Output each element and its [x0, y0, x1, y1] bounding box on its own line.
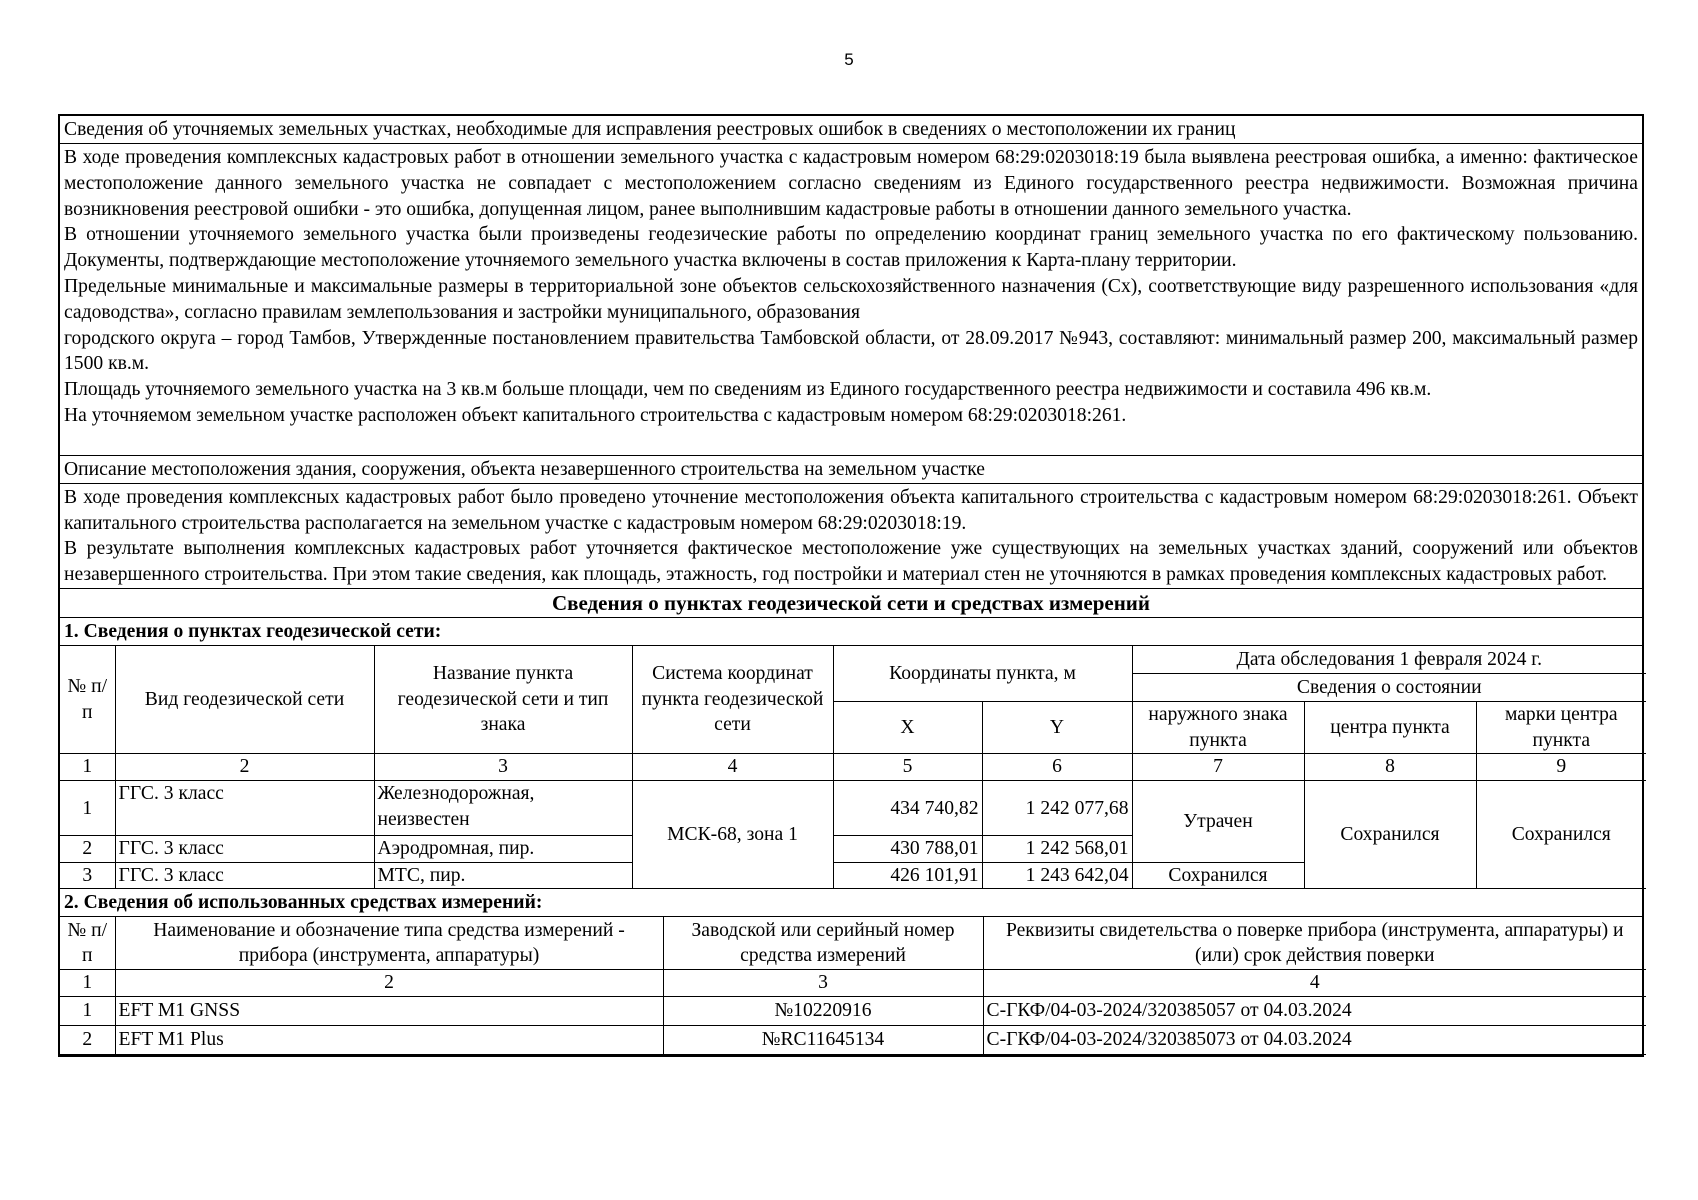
column-number: 4	[632, 754, 833, 781]
table-row	[60, 781, 1646, 836]
certificate: С-ГКФ/04-03-2024/320385057 от 04.03.2024	[983, 996, 1646, 1025]
coord-x: 426 101,91	[833, 862, 982, 889]
section1-paragraph: В отношении уточняемого земельного участка были произведены геодезические работы по определению координат границ земельного участка по его фактическому пользованию. Документы, подтверждающие местоположение уточняемого земельного участка включены в состав приложения к Карта-плану территории.	[64, 224, 1638, 272]
column-number: 3	[663, 969, 983, 996]
network-type: ГГС. 3 класс	[115, 836, 374, 863]
section1-paragraph: Площадь уточняемого земельного участка на 3 кв.м больше площади, чем по сведениям из Единого государственного реестра недвижимости и составила 496 кв.м.	[64, 379, 1432, 401]
outer-sign-state: Сохранился	[1132, 862, 1304, 889]
header-x: X	[833, 702, 982, 754]
section1-title: Сведения об уточняемых земельных участках, необходимые для исправления реестровых ошибок в сведениях о местоположении их границ	[60, 116, 1642, 144]
certificate: С-ГКФ/04-03-2024/320385073 от 04.03.2024	[983, 1025, 1646, 1054]
column-number: 1	[60, 754, 115, 781]
section2-title: Описание местоположения здания, сооружения, объекта незавершенного строительства на земельном участке	[60, 456, 1642, 484]
column-number: 7	[1132, 754, 1304, 781]
network-type: ГГС. 3 класс	[115, 862, 374, 889]
row-num: 1	[60, 781, 115, 836]
column-number: 2	[115, 969, 663, 996]
point-name: Железнодорожная, неизвестен	[374, 781, 632, 836]
section2-body	[60, 484, 1642, 589]
document-frame	[58, 114, 1644, 1057]
network-type: ГГС. 3 класс	[115, 781, 374, 836]
center-state: Сохранился	[1304, 781, 1476, 889]
section1-paragraph: На уточняемом земельном участке расположен объект капитального строительства с кадастровым номером 68:29:0203018:261.	[64, 404, 1127, 426]
table-row	[60, 1025, 1646, 1054]
column-number: 2	[115, 754, 374, 781]
header-num: № п/п	[60, 917, 115, 969]
section1-paragraph: городского округа – город Тамбов, Утвержденные постановлением правительства Тамбовской области, от 28.09.2017 №943, составляют: минимальный размер 200, максимальный размер 1500 кв.м.	[64, 327, 1638, 375]
column-number: 6	[982, 754, 1132, 781]
coord-y: 1 243 642,04	[982, 862, 1132, 889]
column-number: 4	[983, 969, 1646, 996]
header-point-name: Название пункта геодезической сети и тип знака	[374, 646, 632, 754]
header-state: Сведения о состоянии	[1132, 674, 1646, 702]
instrument-name: EFT M1 Plus	[115, 1025, 663, 1054]
serial-number: №10220916	[663, 996, 983, 1025]
column-number: 8	[1304, 754, 1476, 781]
instruments-table	[60, 917, 1646, 1055]
row-num: 2	[60, 836, 115, 863]
outer-sign-state: Утрачен	[1132, 781, 1304, 863]
column-number: 3	[374, 754, 632, 781]
row-num: 3	[60, 862, 115, 889]
header-center-mark: марки центра пункта	[1476, 702, 1646, 754]
header-center: центра пункта	[1304, 702, 1476, 754]
geo-subsection-title: 1. Сведения о пунктах геодезической сети:	[60, 618, 1642, 646]
coord-y: 1 242 077,68	[982, 781, 1132, 836]
header-coordinates: Координаты пункта, м	[833, 646, 1132, 702]
section2-paragraph: В ходе проведения комплексных кадастровых работ было проведено уточнение местоположения объекта капитального строительства с кадастровым номером 68:29:0203018:261. Объект капитального строительства располагается на земельном участке с кадастровым номером 68:29:0203018:19.	[64, 486, 1638, 534]
column-number: 9	[1476, 754, 1646, 781]
header-serial-number: Заводской или серийный номер средства измерений	[663, 917, 983, 969]
geodetic-points-table	[60, 646, 1646, 890]
page-number: 5	[844, 50, 854, 69]
coord-y: 1 242 568,01	[982, 836, 1132, 863]
header-certificate: Реквизиты свидетельства о поверке прибора (инструмента, аппаратуры) и (или) срок действия поверки	[983, 917, 1646, 969]
coord-x: 434 740,82	[833, 781, 982, 836]
section2-paragraph: В результате выполнения комплексных кадастровых работ уточняется фактическое местоположение уже существующих на земельных участках зданий, сооружений или объектов незавершенного строительства. При этом такие сведения, как площадь, этажность, год постройки и материал стен не уточняются в рамках проведения комплексных кадастровых работ.	[64, 538, 1638, 586]
row-num: 1	[60, 996, 115, 1025]
coord-system: МСК-68, зона 1	[632, 781, 833, 889]
geo-section-title: Сведения о пунктах геодезической сети и средствах измерений	[60, 589, 1642, 618]
point-name: МТС, пир.	[374, 862, 632, 889]
header-survey-date: Дата обследования 1 февраля 2024 г.	[1132, 646, 1646, 674]
table-row	[60, 996, 1646, 1025]
coord-x: 430 788,01	[833, 836, 982, 863]
column-number: 5	[833, 754, 982, 781]
column-number: 1	[60, 969, 115, 996]
header-network-type: Вид геодезической сети	[115, 646, 374, 754]
instruments-subsection-title: 2. Сведения об использованных средствах измерений:	[60, 889, 1642, 917]
section1-body	[60, 144, 1642, 456]
section1-paragraph: В ходе проведения комплексных кадастровых работ в отношении земельного участка с кадастровым номером 68:29:0203018:19 была выявлена реестровая ошибка, а именно: фактическое местоположение данного земельного участка не совпадает с местоположением согласно сведениям из Единого государственного реестра недвижимости. Возможная причина возникновения реестровой ошибки - это ошибка, допущенная лицом, ранее выполнившим кадастровые работы в отношении данного земельного участка.	[64, 147, 1638, 220]
section1-paragraph: Предельные минимальные и максимальные размеры в территориальной зоне объектов сельскохозяйственного назначения (Сх), соответствующие виду разрешенного использования «для садоводства», согласно правилам землепользования и застройки муниципального, образования	[64, 275, 1638, 323]
center-mark-state: Сохранился	[1476, 781, 1646, 889]
header-outer-sign: наружного знака пункта	[1132, 702, 1304, 754]
header-coord-system: Система координат пункта геодезической сети	[632, 646, 833, 754]
point-name: Аэродромная, пир.	[374, 836, 632, 863]
header-y: Y	[982, 702, 1132, 754]
header-instrument-name: Наименование и обозначение типа средства измерений - прибора (инструмента, аппаратуры)	[115, 917, 663, 969]
row-num: 2	[60, 1025, 115, 1054]
instrument-name: EFT M1 GNSS	[115, 996, 663, 1025]
serial-number: №RC11645134	[663, 1025, 983, 1054]
header-num: № п/п	[60, 646, 115, 754]
